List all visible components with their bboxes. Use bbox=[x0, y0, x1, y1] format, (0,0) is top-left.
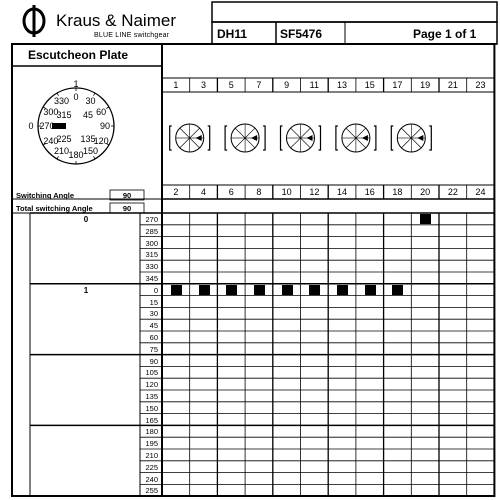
contact-closed-mark bbox=[282, 285, 293, 295]
angle-value-105: 105 bbox=[145, 368, 158, 378]
contact-element-icon bbox=[225, 124, 265, 152]
dial-inner-number-135: 135 bbox=[80, 134, 96, 145]
total-switching-angle-label: Total switching Angle bbox=[16, 204, 93, 213]
angle-value-0: 0 bbox=[153, 285, 158, 295]
angle-value-210: 210 bbox=[145, 451, 158, 460]
dial-number-150: 150 bbox=[82, 146, 99, 157]
switching-angle-value: 90 bbox=[122, 191, 132, 200]
contact-element-icon bbox=[170, 124, 210, 152]
contact-closed-mark bbox=[226, 285, 237, 295]
angle-value-225: 225 bbox=[145, 462, 158, 472]
angle-value-240: 240 bbox=[145, 474, 158, 484]
column-number-top: 3 bbox=[201, 80, 207, 90]
angle-value-45: 45 bbox=[149, 321, 158, 331]
column-number-bottom: 6 bbox=[228, 187, 234, 197]
dial-number-210: 210 bbox=[53, 146, 70, 157]
angle-value-255: 255 bbox=[145, 486, 158, 496]
column-number-top: 15 bbox=[364, 80, 375, 90]
column-number-bottom: 18 bbox=[392, 187, 403, 197]
column-number-bottom: 24 bbox=[475, 187, 486, 197]
angle-value-135: 135 bbox=[145, 392, 158, 401]
angle-value-60: 60 bbox=[149, 333, 158, 342]
column-number-bottom: 14 bbox=[337, 187, 348, 197]
column-number-top: 13 bbox=[337, 80, 348, 90]
column-number-bottom: 10 bbox=[281, 187, 292, 197]
angle-value-330: 330 bbox=[145, 262, 158, 272]
column-number-top: 7 bbox=[256, 80, 262, 90]
contact-closed-mark bbox=[254, 285, 265, 295]
switch-program-code: SF5476 bbox=[280, 27, 323, 41]
dial-number-120: 120 bbox=[93, 135, 109, 146]
contact-closed-mark bbox=[309, 285, 320, 295]
brand-logo-icon bbox=[20, 4, 48, 38]
total-switching-angle-value: 90 bbox=[122, 204, 132, 213]
angle-value-180: 180 bbox=[145, 427, 158, 437]
angle-value-270: 270 bbox=[145, 215, 158, 224]
angle-value-75: 75 bbox=[149, 344, 158, 354]
escutcheon-top-label: 1 bbox=[73, 79, 79, 89]
column-number-top: 5 bbox=[228, 80, 234, 90]
column-number-top: 19 bbox=[420, 80, 431, 90]
dial-number-60: 60 bbox=[96, 106, 107, 117]
angle-value-345: 345 bbox=[145, 274, 158, 283]
escutcheon-left-label: 0 bbox=[28, 121, 34, 131]
column-number-top: 11 bbox=[309, 80, 320, 90]
page-indicator: Page 1 of 1 bbox=[413, 27, 477, 41]
column-number-bottom: 20 bbox=[420, 187, 431, 197]
column-number-top: 9 bbox=[284, 80, 290, 90]
column-number-bottom: 12 bbox=[309, 187, 320, 197]
column-number-top: 17 bbox=[392, 80, 403, 90]
dial-inner-number-225: 225 bbox=[56, 134, 72, 145]
column-number-bottom: 4 bbox=[201, 187, 207, 197]
column-number-top: 23 bbox=[475, 80, 486, 90]
column-number-bottom: 22 bbox=[447, 187, 458, 197]
angle-value-120: 120 bbox=[145, 380, 158, 390]
contact-closed-mark bbox=[171, 285, 182, 295]
angle-value-165: 165 bbox=[145, 415, 158, 425]
dial-number-240: 240 bbox=[43, 135, 59, 146]
angle-value-315: 315 bbox=[145, 250, 158, 260]
dial-number-90: 90 bbox=[99, 121, 110, 131]
dial-inner-number-315: 315 bbox=[56, 109, 72, 120]
column-number-bottom: 8 bbox=[256, 187, 262, 197]
contact-element-icon bbox=[336, 124, 376, 152]
header-top-frame bbox=[212, 2, 497, 22]
contact-closed-mark bbox=[365, 285, 376, 295]
dial-number-300: 300 bbox=[43, 106, 59, 117]
angle-value-15: 15 bbox=[149, 297, 158, 307]
contact-element-icon bbox=[281, 124, 321, 152]
angle-value-30: 30 bbox=[149, 309, 158, 319]
dial-number-330: 330 bbox=[53, 95, 70, 106]
column-number-bottom: 16 bbox=[364, 187, 375, 197]
column-number-top: 1 bbox=[173, 80, 179, 90]
brand-name: Kraus & Naimer bbox=[56, 11, 176, 30]
angle-value-90: 90 bbox=[149, 356, 158, 366]
column-number-bottom: 2 bbox=[173, 187, 179, 197]
contact-closed-mark bbox=[337, 285, 348, 295]
dial-number-270: 270 bbox=[39, 121, 55, 131]
angle-value-285: 285 bbox=[145, 226, 158, 236]
dial-tick bbox=[57, 156, 59, 159]
contact-closed-mark bbox=[392, 285, 403, 295]
dial-inner-number-45: 45 bbox=[83, 109, 94, 120]
angle-value-300: 300 bbox=[145, 238, 158, 248]
dial-number-30: 30 bbox=[85, 95, 96, 106]
brand-tagline: BLUE LINE switchgear bbox=[94, 32, 170, 39]
contact-closed-mark bbox=[420, 214, 431, 224]
dial-tick bbox=[94, 156, 96, 159]
angle-value-150: 150 bbox=[145, 403, 158, 413]
column-number-top: 21 bbox=[447, 80, 458, 90]
position-label-1: 1 bbox=[83, 285, 89, 295]
dial-number-0: 0 bbox=[73, 92, 79, 102]
switching-angle-label: Switching Angle bbox=[16, 191, 75, 200]
contact-element-icon bbox=[391, 124, 431, 152]
angle-value-195: 195 bbox=[145, 439, 158, 449]
dial-number-180: 180 bbox=[68, 150, 84, 160]
escutcheon-title: Escutcheon Plate bbox=[28, 48, 129, 62]
model-code: DH11 bbox=[217, 27, 248, 41]
contact-closed-mark bbox=[199, 285, 210, 295]
position-label-0: 0 bbox=[83, 215, 89, 224]
